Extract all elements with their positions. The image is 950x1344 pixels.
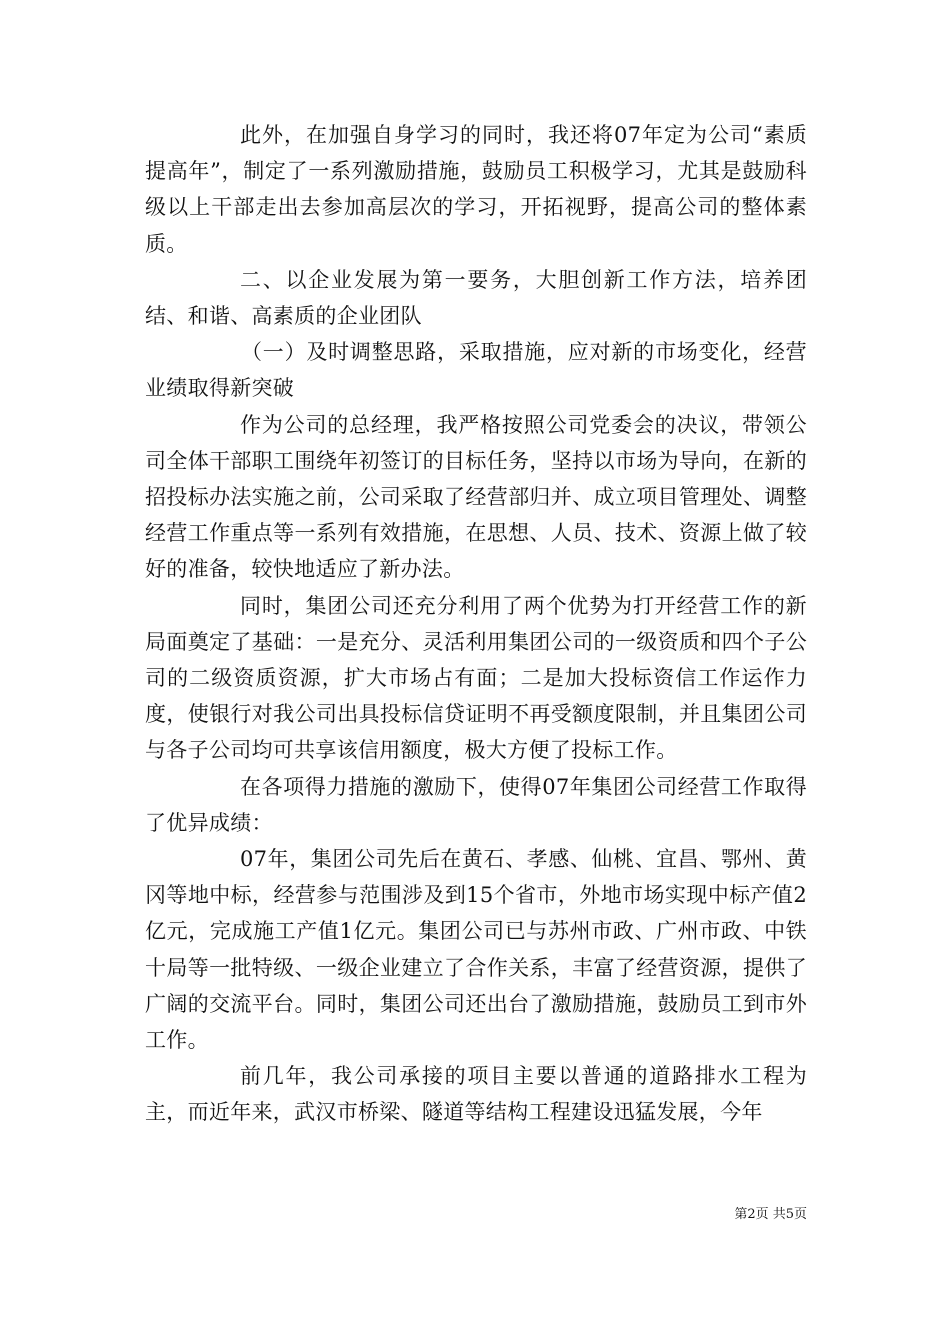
paragraph-self-study: 此外，在加强自身学习的同时，我还将07年定为公司“素质提高年”，制定了一系列激励措施，鼓励员工积极学习，尤其是鼓励科级以上干部走出去参加高层次的学习，开拓视野，提高公司的整体素质。	[145, 123, 807, 256]
paragraph-two-advantages: 同时，集团公司还充分利用了两个优势为打开经营工作的新局面奠定了基础：一是充分、灵活利用集团公司的一级资质和四个子公司的二级资质资源，扩大市场占有面；二是加大投标资信工作运作力度，使银行对我公司出具投标信贷证明不再受额度限制，并且集团公司与各子公司均可共享该信用额度，极大方便了投标工作。	[145, 593, 807, 763]
document-body	[145, 117, 807, 1131]
paragraph-general-manager: 作为公司的总经理，我严格按照公司党委会的决议，带领公司全体干部职工围绕年初签订的目标任务，坚持以市场为导向，在新的招投标办法实施之前，公司采取了经营部归并、成立项目管理处、调整经营工作重点等一系列有效措施，在思想、人员、技术、资源上做了较好的准备，较快地适应了新办法。	[145, 412, 807, 582]
page-number-footer: 第2页 共5页	[734, 1207, 807, 1222]
paragraph-previous-years: 前几年，我公司承接的项目主要以普通的道路排水工程为主，而近年来，武汉市桥梁、隧道等结构工程建设迅猛发展，今年	[145, 1064, 807, 1125]
paragraph-achievements-intro: 在各项得力措施的激励下，使得07年集团公司经营工作取得了优异成绩：	[145, 774, 807, 835]
paragraph-bids-2007: 07年，集团公司先后在黄石、孝感、仙桃、宜昌、鄂州、黄冈等地中标，经营参与范围涉及到15个省市，外地市场实现中标产值2亿元，完成施工产值1亿元。集团公司已与苏州市政、广州市政、中铁十局等一批特级、一级企业建立了合作关系，丰富了经营资源，提供了广阔的交流平台。同时，集团公司还出台了激励措施，鼓励员工到市外工作。	[145, 847, 807, 1053]
heading-section-two: 二、以企业发展为第一要务，大胆创新工作方法，培养团结、和谐、高素质的企业团队	[145, 267, 807, 329]
heading-subsection-one: （一）及时调整思路，采取措施，应对新的市场变化，经营业绩取得新突破	[145, 340, 807, 401]
